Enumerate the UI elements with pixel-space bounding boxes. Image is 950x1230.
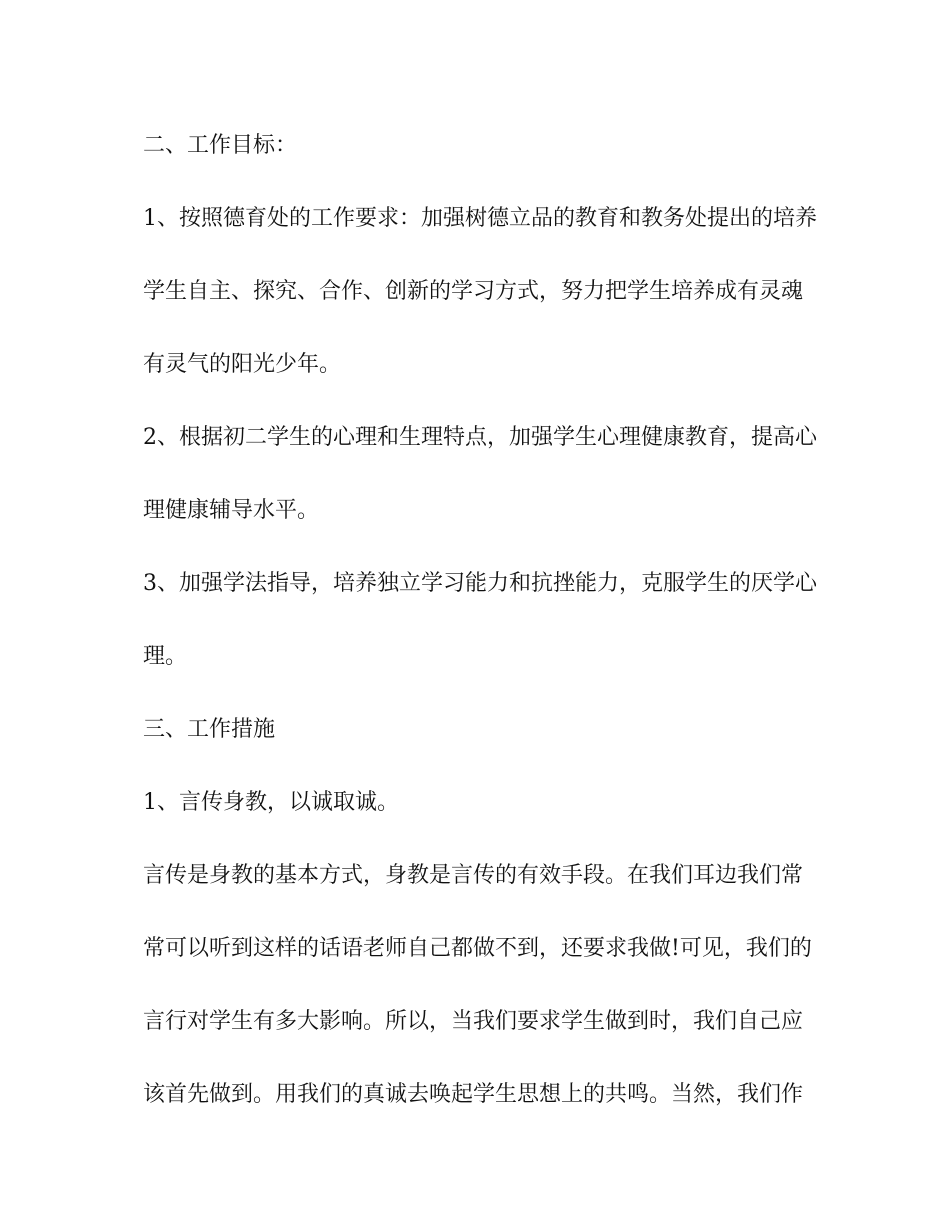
measure-1-title: 1、言传身教，以诚取诚。	[143, 790, 399, 815]
goal-1-line-1: 1、按照德育处的工作要求：加强树德立品的教育和教务处提出的培养	[143, 206, 817, 231]
goal-3-line-2: 理。	[143, 644, 188, 669]
goal-1-line-2: 学生自主、探究、合作、创新的学习方式，努力把学生培养成有灵魂	[143, 279, 804, 304]
goal-2-line-2: 理健康辅导水平。	[143, 498, 320, 523]
measure-1-para-line-2: 常可以听到这样的话语老师自己都做不到，还要求我做!可见，我们的	[143, 936, 812, 961]
goal-2-line-1: 2、根据初二学生的心理和生理特点，加强学生心理健康教育，提高心	[143, 425, 817, 450]
heading-work-goals: 二、工作目标：	[143, 133, 298, 158]
measure-1-para-line-3: 言行对学生有多大影响。所以，当我们要求学生做到时，我们自己应	[143, 1009, 804, 1034]
goal-1-line-3: 有灵气的阳光少年。	[143, 352, 342, 377]
measure-1-para-line-4: 该首先做到。用我们的真诚去唤起学生思想上的共鸣。当然，我们作	[143, 1082, 804, 1107]
heading-work-measures: 三、工作措施	[143, 717, 276, 742]
goal-3-line-1: 3、加强学法指导，培养独立学习能力和抗挫能力，克服学生的厌学心	[143, 571, 817, 596]
measure-1-para-line-1: 言传是身教的基本方式，身教是言传的有效手段。在我们耳边我们常	[143, 863, 804, 888]
